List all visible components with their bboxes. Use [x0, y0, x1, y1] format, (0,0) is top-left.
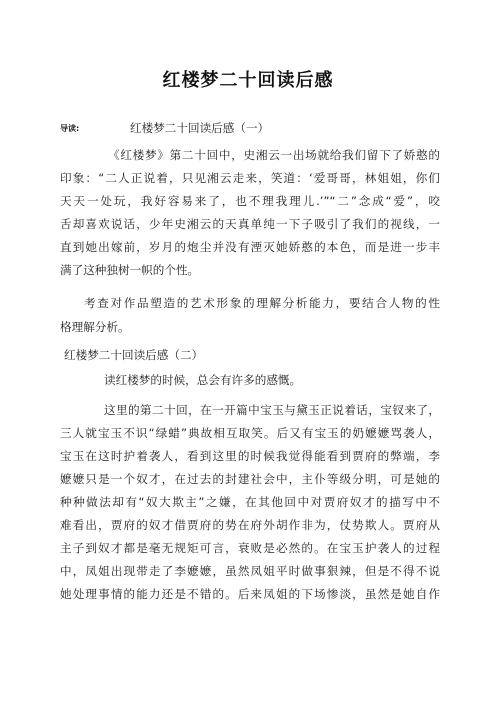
section-heading-1: 红楼梦二十回读后感（一） — [130, 121, 270, 135]
paragraph-1-line: 满了这种独树一帜的个性。 — [60, 263, 200, 277]
paragraph-1-line: 天天一处玩，我好容易来了，也不理我理儿.’”“二”念成“爱”，咬 — [60, 194, 440, 208]
paragraph-4-line: 主子到奴才都是毫无规矩可言，衰败是必然的。在宝玉护袭人的过程 — [60, 541, 440, 555]
guide-label: 导读: — [60, 124, 80, 133]
paragraph-4-line: 宝玉在这时护着袭人，看到这里的时候我觉得能看到贾府的弊端，李 — [60, 449, 440, 463]
paragraph-1-line: 印象：“二人正说着，只见湘云走来，笑道：‘爱哥哥，林姐姐，你们 — [60, 171, 440, 185]
paragraph-4-line: 这里的第二十回，在一开篇中宝玉与黛玉正说着话，宝钗来了， — [104, 403, 440, 417]
document-title: 红楼梦二十回读后感 — [162, 70, 334, 91]
paragraph-4-line: 三人就宝玉不识“绿蜡”典故相互取笑。后又有宝玉的奶嬷嬷骂袭人， — [60, 426, 440, 440]
paragraph-2-line: 格理解分析。 — [60, 320, 130, 334]
paragraph-1-line: 直到她出嫁前，岁月的炮尘并没有湮灭她娇憨的本色，而是进一步丰 — [60, 240, 440, 254]
paragraph-4-line: 中，凤姐出现带走了李嬷嬷，虽然凤姐平时做事狠辣，但是不得不说 — [60, 564, 440, 578]
paragraph-4-line: 种种做法却有“奴大欺主”之嫌，在其他回中对贾府奴才的描写中不 — [60, 495, 440, 509]
paragraph-4-line: 嬷嬷只是一个奴才，在过去的封建社会中，主仆等级分明，可是她的 — [60, 472, 440, 486]
section-heading-2: 红楼梦二十回读后感（二） — [64, 348, 204, 362]
paragraph-1-line: 舌却喜欢说话，少年史湘云的天真单纯一下子吸引了我们的视线，一 — [60, 217, 440, 231]
paragraph-4-line: 难看出，贾府的奴才借贾府的势在府外胡作非为，仗势欺人。贾府从 — [60, 518, 440, 532]
paragraph-4-line: 她处理事情的能力还是不错的。后来凤姐的下场惨淡，虽然是她自作 — [60, 587, 440, 601]
paragraph-3-line: 读红楼梦的时候，总会有许多的感慨。 — [104, 373, 302, 387]
paragraph-2-line: 考查对作品塑造的艺术形象的理解分析能力，要结合人物的性 — [84, 296, 440, 310]
paragraph-1-line: 《红楼梦》第二十回中，史湘云一出场就给我们留下了娇憨的 — [108, 148, 440, 162]
